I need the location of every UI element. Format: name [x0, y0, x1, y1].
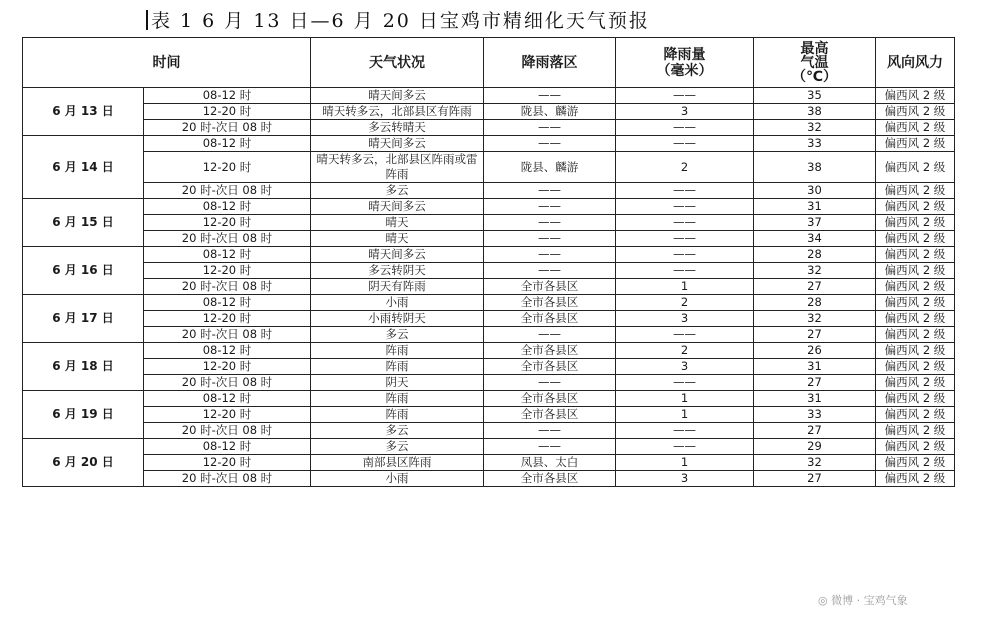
- rain-area-cell: ——: [484, 136, 616, 152]
- wind-cell: 偏西风 2 级: [876, 263, 955, 279]
- wind-cell: 偏西风 2 级: [876, 359, 955, 375]
- rain-area-cell: ——: [484, 423, 616, 439]
- header-weather: 天气状况: [311, 38, 484, 88]
- max-temp-cell: 27: [754, 327, 876, 343]
- max-temp-cell: 28: [754, 247, 876, 263]
- max-temp-cell: 27: [754, 375, 876, 391]
- wind-cell: 偏西风 2 级: [876, 375, 955, 391]
- max-temp-cell: 27: [754, 471, 876, 487]
- max-temp-cell: 29: [754, 439, 876, 455]
- rain-area-cell: 全市各县区: [484, 343, 616, 359]
- date-cell: 6 月 20 日: [23, 439, 144, 487]
- date-cell: 6 月 13 日: [23, 88, 144, 136]
- period-cell: 12-20 时: [144, 104, 311, 120]
- max-temp-cell: 32: [754, 455, 876, 471]
- period-cell: 08-12 时: [144, 136, 311, 152]
- weather-cell: 多云转晴天: [311, 120, 484, 136]
- rain-area-cell: ——: [484, 120, 616, 136]
- rainfall-cell: 3: [616, 359, 754, 375]
- wind-cell: 偏西风 2 级: [876, 215, 955, 231]
- period-cell: 08-12 时: [144, 199, 311, 215]
- max-temp-cell: 38: [754, 104, 876, 120]
- max-temp-cell: 37: [754, 215, 876, 231]
- rainfall-cell: ——: [616, 136, 754, 152]
- rainfall-cell: 1: [616, 391, 754, 407]
- wind-cell: 偏西风 2 级: [876, 136, 955, 152]
- rainfall-cell: ——: [616, 263, 754, 279]
- table-row: [23, 247, 955, 263]
- period-cell: 12-20 时: [144, 359, 311, 375]
- period-cell: 20 时-次日 08 时: [144, 423, 311, 439]
- period-cell: 20 时-次日 08 时: [144, 279, 311, 295]
- weather-cell: 晴天间多云: [311, 136, 484, 152]
- forecast-table: [22, 37, 955, 487]
- weather-cell: 小雨: [311, 295, 484, 311]
- rain-area-cell: ——: [484, 247, 616, 263]
- rainfall-cell: ——: [616, 375, 754, 391]
- wind-cell: 偏西风 2 级: [876, 311, 955, 327]
- max-temp-cell: 31: [754, 359, 876, 375]
- max-temp-cell: 27: [754, 279, 876, 295]
- rainfall-cell: 2: [616, 295, 754, 311]
- rain-area-cell: 全市各县区: [484, 295, 616, 311]
- rainfall-cell: ——: [616, 120, 754, 136]
- table-row: [23, 152, 955, 183]
- header-wind: 风向风力: [876, 38, 955, 88]
- rain-area-cell: 陇县、麟游: [484, 152, 616, 183]
- wind-cell: 偏西风 2 级: [876, 199, 955, 215]
- period-cell: 08-12 时: [144, 247, 311, 263]
- table-row: [23, 263, 955, 279]
- table-body: [23, 88, 955, 487]
- rain-area-cell: ——: [484, 231, 616, 247]
- table-row: [23, 455, 955, 471]
- weather-cell: 多云: [311, 183, 484, 199]
- weather-cell: 晴天: [311, 215, 484, 231]
- header-temp: 最高 气温 （℃）: [754, 38, 876, 88]
- max-temp-cell: 30: [754, 183, 876, 199]
- wind-cell: 偏西风 2 级: [876, 120, 955, 136]
- rainfall-cell: 2: [616, 152, 754, 183]
- rainfall-cell: ——: [616, 199, 754, 215]
- table-row: [23, 391, 955, 407]
- table-row: [23, 136, 955, 152]
- max-temp-cell: 33: [754, 407, 876, 423]
- rainfall-cell: ——: [616, 423, 754, 439]
- rain-area-cell: 全市各县区: [484, 407, 616, 423]
- rain-area-cell: ——: [484, 199, 616, 215]
- rainfall-cell: ——: [616, 327, 754, 343]
- date-cell: 6 月 17 日: [23, 295, 144, 343]
- table-row: [23, 439, 955, 455]
- header-time: 时间: [23, 38, 311, 88]
- max-temp-cell: 34: [754, 231, 876, 247]
- wind-cell: 偏西风 2 级: [876, 471, 955, 487]
- rainfall-cell: 2: [616, 343, 754, 359]
- period-cell: 12-20 时: [144, 152, 311, 183]
- text-cursor-mark: [146, 10, 148, 30]
- wind-cell: 偏西风 2 级: [876, 104, 955, 120]
- wind-cell: 偏西风 2 级: [876, 152, 955, 183]
- wind-cell: 偏西风 2 级: [876, 391, 955, 407]
- period-cell: 20 时-次日 08 时: [144, 375, 311, 391]
- weather-cell: 阴天有阵雨: [311, 279, 484, 295]
- period-cell: 08-12 时: [144, 88, 311, 104]
- weather-cell: 阵雨: [311, 407, 484, 423]
- period-cell: 20 时-次日 08 时: [144, 120, 311, 136]
- date-cell: 6 月 14 日: [23, 136, 144, 199]
- rain-area-cell: ——: [484, 88, 616, 104]
- header-row: [23, 38, 955, 88]
- max-temp-cell: 27: [754, 423, 876, 439]
- wind-cell: 偏西风 2 级: [876, 279, 955, 295]
- table-row: [23, 471, 955, 487]
- weather-cell: 小雨: [311, 471, 484, 487]
- table-row: [23, 295, 955, 311]
- rainfall-cell: 3: [616, 311, 754, 327]
- period-cell: 12-20 时: [144, 407, 311, 423]
- rain-area-cell: 凤县、太白: [484, 455, 616, 471]
- max-temp-cell: 31: [754, 391, 876, 407]
- weather-cell: 小雨转阴天: [311, 311, 484, 327]
- period-cell: 12-20 时: [144, 263, 311, 279]
- rainfall-cell: ——: [616, 215, 754, 231]
- period-cell: 20 时-次日 08 时: [144, 183, 311, 199]
- table-row: [23, 279, 955, 295]
- wind-cell: 偏西风 2 级: [876, 88, 955, 104]
- weather-cell: 多云: [311, 423, 484, 439]
- weather-cell: 南部县区阵雨: [311, 455, 484, 471]
- date-cell: 6 月 16 日: [23, 247, 144, 295]
- weather-cell: 晴天转多云，北部县区阵雨或雷阵雨: [311, 152, 484, 183]
- rainfall-cell: ——: [616, 88, 754, 104]
- header-area: 降雨落区: [484, 38, 616, 88]
- table-row: [23, 231, 955, 247]
- max-temp-cell: 32: [754, 263, 876, 279]
- date-cell: 6 月 15 日: [23, 199, 144, 247]
- rainfall-cell: ——: [616, 231, 754, 247]
- max-temp-cell: 32: [754, 311, 876, 327]
- table-row: [23, 359, 955, 375]
- wind-cell: 偏西风 2 级: [876, 327, 955, 343]
- wind-cell: 偏西风 2 级: [876, 407, 955, 423]
- caption-text: 表 1 6 月 13 日—6 月 20 日宝鸡市精细化天气预报: [151, 10, 650, 32]
- rainfall-cell: ——: [616, 439, 754, 455]
- rainfall-cell: 3: [616, 104, 754, 120]
- table-row: [23, 311, 955, 327]
- weather-cell: 多云: [311, 327, 484, 343]
- max-temp-cell: 35: [754, 88, 876, 104]
- rainfall-cell: ——: [616, 183, 754, 199]
- table-row: [23, 183, 955, 199]
- rain-area-cell: ——: [484, 263, 616, 279]
- table-row: [23, 88, 955, 104]
- table-row: [23, 104, 955, 120]
- table-row: [23, 375, 955, 391]
- wind-cell: 偏西风 2 级: [876, 423, 955, 439]
- max-temp-cell: 38: [754, 152, 876, 183]
- weather-cell: 阵雨: [311, 343, 484, 359]
- rain-area-cell: 全市各县区: [484, 391, 616, 407]
- wind-cell: 偏西风 2 级: [876, 343, 955, 359]
- rain-area-cell: 全市各县区: [484, 359, 616, 375]
- weather-cell: 晴天间多云: [311, 247, 484, 263]
- max-temp-cell: 33: [754, 136, 876, 152]
- rain-area-cell: ——: [484, 327, 616, 343]
- period-cell: 20 时-次日 08 时: [144, 471, 311, 487]
- rainfall-cell: ——: [616, 247, 754, 263]
- wind-cell: 偏西风 2 级: [876, 247, 955, 263]
- weather-cell: 晴天间多云: [311, 199, 484, 215]
- period-cell: 08-12 时: [144, 295, 311, 311]
- rain-area-cell: ——: [484, 375, 616, 391]
- date-cell: 6 月 19 日: [23, 391, 144, 439]
- weather-cell: 晴天间多云: [311, 88, 484, 104]
- period-cell: 12-20 时: [144, 311, 311, 327]
- period-cell: 12-20 时: [144, 215, 311, 231]
- wind-cell: 偏西风 2 级: [876, 183, 955, 199]
- table-row: [23, 343, 955, 359]
- max-temp-cell: 32: [754, 120, 876, 136]
- wind-cell: 偏西风 2 级: [876, 295, 955, 311]
- wind-cell: 偏西风 2 级: [876, 455, 955, 471]
- table-row: [23, 327, 955, 343]
- table-row: [23, 423, 955, 439]
- rainfall-cell: 1: [616, 407, 754, 423]
- weather-cell: 晴天: [311, 231, 484, 247]
- table-row: [23, 120, 955, 136]
- weather-cell: 多云转阴天: [311, 263, 484, 279]
- weather-cell: 阴天: [311, 375, 484, 391]
- table-row: [23, 215, 955, 231]
- rain-area-cell: 全市各县区: [484, 279, 616, 295]
- rain-area-cell: 全市各县区: [484, 311, 616, 327]
- rain-area-cell: ——: [484, 183, 616, 199]
- max-temp-cell: 31: [754, 199, 876, 215]
- header-rain: 降雨量 （毫米）: [616, 38, 754, 88]
- weather-cell: 阵雨: [311, 391, 484, 407]
- period-cell: 08-12 时: [144, 343, 311, 359]
- rainfall-cell: 3: [616, 471, 754, 487]
- table-caption: [146, 6, 650, 33]
- rainfall-cell: 1: [616, 279, 754, 295]
- max-temp-cell: 28: [754, 295, 876, 311]
- weather-cell: 阵雨: [311, 359, 484, 375]
- rain-area-cell: ——: [484, 215, 616, 231]
- wind-cell: 偏西风 2 级: [876, 439, 955, 455]
- table-row: [23, 199, 955, 215]
- weather-cell: 多云: [311, 439, 484, 455]
- period-cell: 12-20 时: [144, 455, 311, 471]
- weibo-watermark: ◎ 微博 · 宝鸡气象: [818, 594, 908, 607]
- period-cell: 20 时-次日 08 时: [144, 327, 311, 343]
- rain-area-cell: 陇县、麟游: [484, 104, 616, 120]
- rain-area-cell: 全市各县区: [484, 471, 616, 487]
- table-row: [23, 407, 955, 423]
- date-cell: 6 月 18 日: [23, 343, 144, 391]
- rain-area-cell: ——: [484, 439, 616, 455]
- period-cell: 08-12 时: [144, 439, 311, 455]
- rainfall-cell: 1: [616, 455, 754, 471]
- period-cell: 20 时-次日 08 时: [144, 231, 311, 247]
- max-temp-cell: 26: [754, 343, 876, 359]
- wind-cell: 偏西风 2 级: [876, 231, 955, 247]
- weather-cell: 晴天转多云，北部县区有阵雨: [311, 104, 484, 120]
- period-cell: 08-12 时: [144, 391, 311, 407]
